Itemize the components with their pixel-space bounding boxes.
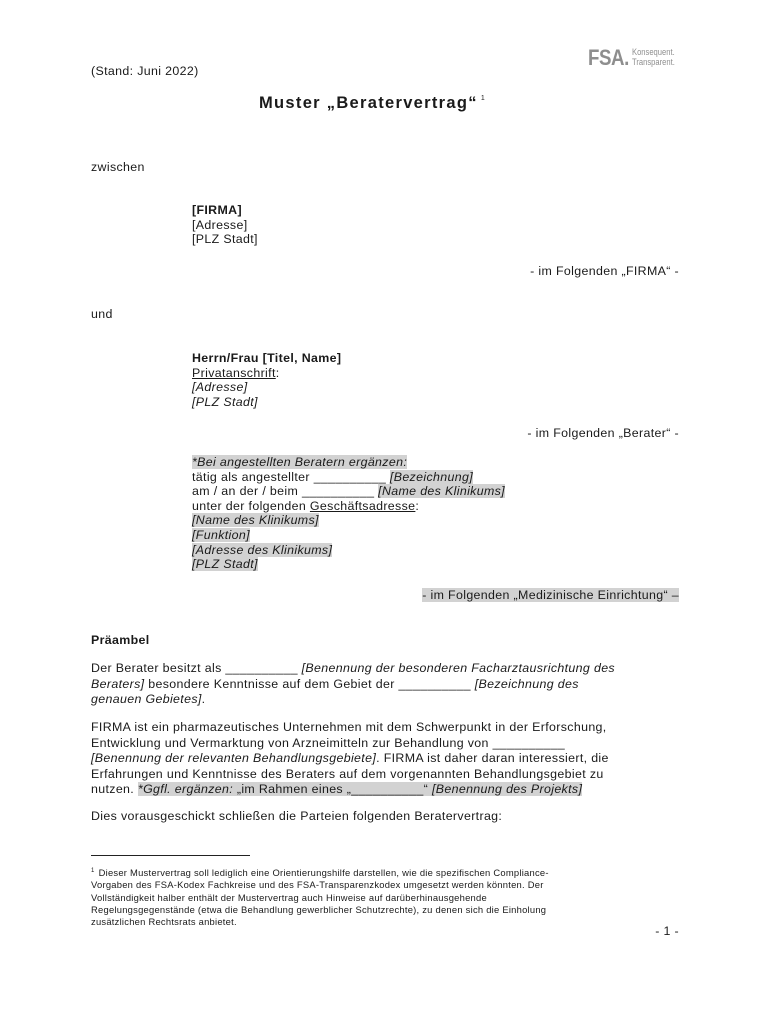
firma-address: [Adresse]	[192, 217, 248, 232]
preamble-paragraph-3: Dies vorausgeschickt schließen die Parteien folgenden Beratervertrag:	[91, 809, 503, 823]
employed-line-2: am / an der / beim __________ [Name des Klinikums]	[192, 484, 505, 499]
berater-address: [Adresse]	[192, 380, 248, 395]
footnote-divider	[91, 855, 250, 856]
firma-block	[192, 203, 258, 247]
berater-name: Herrn/Frau [Titel, Name]	[192, 351, 342, 365]
logo-mark: FSA.	[588, 45, 629, 70]
stand-date: (Stand: Juni 2022)	[91, 64, 199, 78]
berater-block	[192, 351, 341, 409]
firma-designation: - im Folgenden „FIRMA“ -	[530, 264, 679, 278]
employed-clinic-address: [Adresse des Klinikums]	[192, 542, 333, 557]
employed-block	[192, 455, 505, 572]
document-title: Muster „Beratervertrag“ $^1$	[259, 94, 485, 112]
employed-designation: - im Folgenden „Medizinische Einrichtung“ –	[422, 588, 679, 602]
berater-designation: - im Folgenden „Berater“ -	[527, 426, 679, 440]
und-label: und	[91, 307, 113, 321]
preamble-paragraph-2: FIRMA ist ein pharmazeutisches Unternehmen mit dem Schwerpunkt in der Erforschung, Entwicklung und Vermarktung von Arzneimitteln zur Behandlung von __________ [Benennung der relevanten Behandlungsgebiete]. FIRMA ist daher daran interessiert, die Erfahrungen und Kenntnisse des Beraters auf dem vorgenannten Behandlungsgebiet zu nutzen. *Ggfl. ergänzen: „im Rahmen eines „__________“ [Benennung des Projekts]	[91, 720, 609, 797]
page-number: - 1 -	[655, 924, 679, 938]
zwischen-label: zwischen	[91, 160, 145, 174]
employed-function: [Funktion]	[192, 527, 250, 542]
firma-name: [FIRMA]	[192, 203, 242, 217]
employed-clinic: [Name des Klinikums]	[192, 513, 319, 528]
preamble-heading: Präambel	[91, 633, 150, 647]
footnote: $^1$ Dieser Mustervertrag soll lediglich eine Orientierungshilfe darstellen, wie die spezifischen Compliance- Vorgaben des FSA-Kodex Fachkreise und des FSA-Transparenzkodex umgesetzt werden könnten. Der Vollständigkeit halber enthält der Mustervertrag auch Hinweise auf darüberhinausgehende Regelungsgegenstände (etwa die Behandlung gewerblicher Schutzrechte), zu denen sich die Einholung zusätzlichen Rechtsrats anbietet.	[91, 867, 549, 928]
firma-city: [PLZ Stadt]	[192, 232, 258, 247]
employed-city: [PLZ Stadt]	[192, 557, 258, 572]
fsa-logo	[588, 45, 686, 71]
employed-line-1: tätig als angestellter __________ [Bezeichnung]	[192, 469, 473, 484]
berater-private-label: Privatanschrift:	[192, 365, 280, 380]
berater-city: [PLZ Stadt]	[192, 394, 258, 409]
employed-line-3: unter der folgenden Geschäftsadresse:	[192, 498, 420, 513]
footnote-ref: 1	[480, 94, 485, 102]
employed-note: *Bei angestellten Beratern ergänzen:	[192, 455, 408, 469]
preamble-paragraph-1: Der Berater besitzt als __________ [Benennung der besonderen Facharztausrichtung des Beraters] besondere Kenntnisse auf dem Gebiet der __________ [Bezeichnung des genauen Gebietes].	[91, 661, 615, 707]
logo-tagline: Konsequent. Transparent.	[632, 47, 675, 68]
